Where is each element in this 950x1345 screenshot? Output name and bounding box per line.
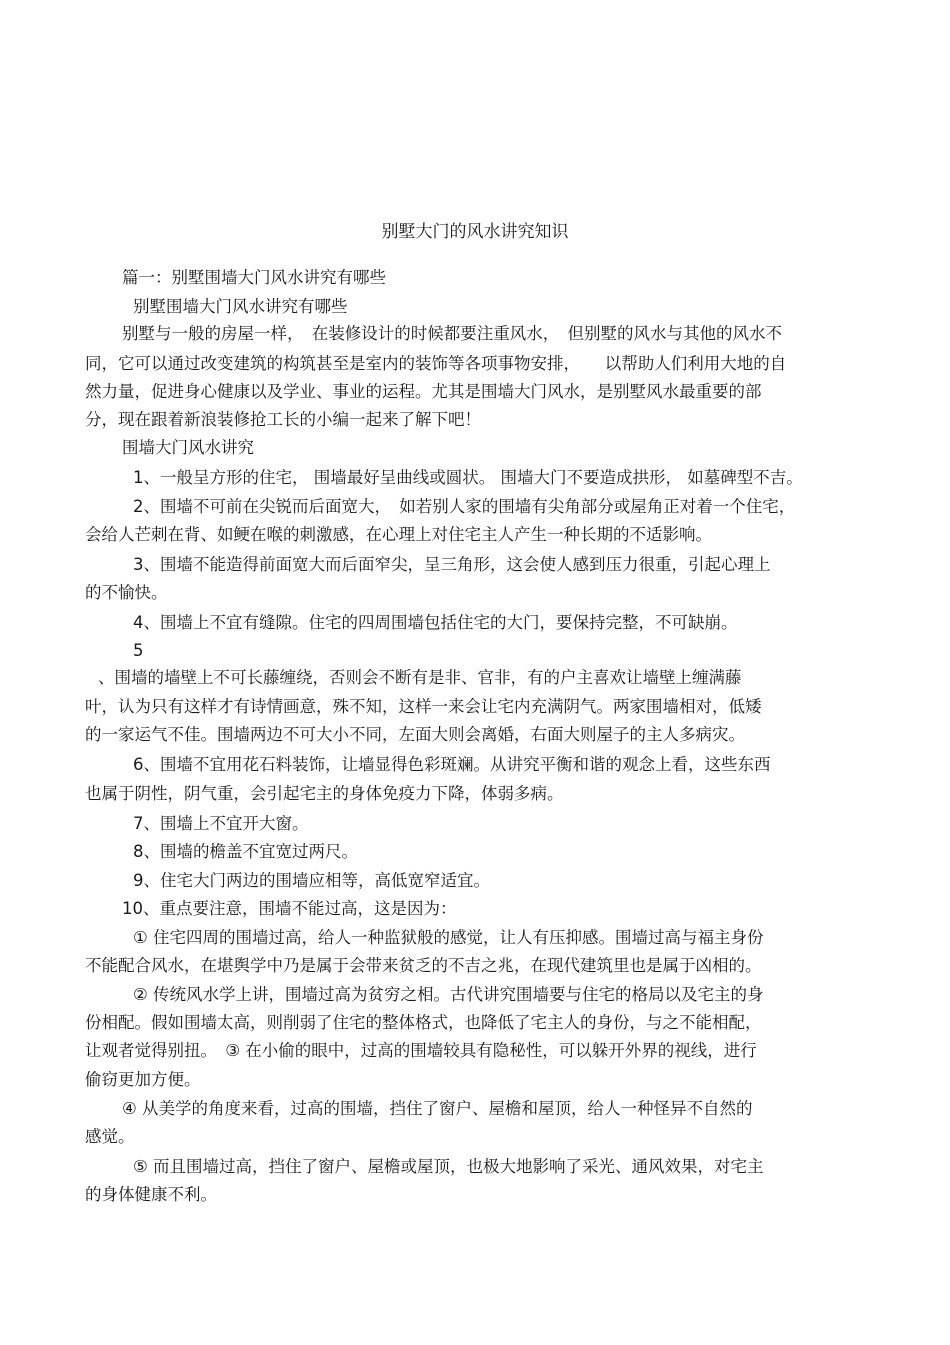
paragraph-line: 同，它可以通过改变建筑的构筑甚至是室内的装饰等各项事物安排， 以帮助人们利用大地的自 — [85, 354, 787, 373]
subheading: 围墙大门风水讲究 — [122, 438, 254, 457]
sub-item: ④ 从美学的角度来看，过高的围墙，挡住了窗户、屋檐和屋顶，给人一种怪异不自然的 — [122, 1099, 753, 1118]
paragraph-line: 然力量，促进身心健康以及学业、事业的运程。尤其是围墙大门风水，是别墅风水最重要的部 — [85, 382, 762, 401]
sub-item: ① 住宅四周的围墙过高，给人一种监狱般的感觉，让人有压抑感。围墙过高与福主身份 — [133, 928, 764, 947]
sub-item-continuation: 的身体健康不利。 — [85, 1185, 217, 1204]
list-item: 、围墙的墙壁上不可长藤缠绕，否则会不断有是非、官非，有的户主喜欢让墙壁上缠满藤 — [98, 668, 742, 687]
paragraph-line: 分，现在跟着新浪装修抢工长的小编一起来了解下吧！ — [85, 410, 481, 429]
list-item-number: 5 — [133, 641, 144, 660]
list-item: 4、围墙上不宜有缝隙。住宅的四周围墙包括住宅的大门，要保持完整，不可缺崩。 — [133, 613, 738, 632]
sub-item-continuation: 份相配。假如围墙太高，则削弱了住宅的整体格式，也降低了宅主人的身份，与之不能相配， — [85, 1013, 762, 1032]
list-item: 3、围墙不能造得前面宽大而后面窄尖，呈三角形，这会使人感到压力很重，引起心理上 — [133, 555, 771, 574]
sub-item: ⑤ 而且围墙过高，挡住了窗户、屋檐或屋顶，也极大地影响了采光、通风效果，对宅主 — [133, 1157, 764, 1176]
list-item: 10、重点要注意，围墙不能过高，这是因为： — [122, 899, 457, 918]
sub-item-continuation: 不能配合风水，在堪舆学中乃是属于会带来贫乏的不吉之兆，在现代建筑里也是属于凶相的。 — [85, 956, 762, 975]
sub-item-continuation: 偷窃更加方便。 — [85, 1070, 201, 1089]
list-item: 8、围墙的檐盖不宜宽过两尺。 — [133, 842, 358, 861]
list-item: 7、围墙上不宜开大窗。 — [133, 814, 309, 833]
list-item: 9、住宅大门两边的围墙应相等，高低宽窄适宜。 — [133, 871, 490, 890]
document-title: 别墅大门的风水讲究知识 — [381, 222, 569, 242]
list-item: 6、围墙不宜用花石料装饰，让墙显得色彩斑斓。从讲究平衡和谐的观念上看，这些东西 — [133, 755, 771, 774]
list-item-continuation: 的不愉快。 — [85, 583, 168, 602]
list-item-continuation: 的一家运气不佳。围墙两边不可大小不同，左面大则会离婚，右面大则屋子的主人多病灾。 — [85, 725, 745, 744]
list-item: 1、一般呈方形的住宅， 围墙最好呈曲线或圆状。 围墙大门不要造成拱形， 如墓碑型不吉。 — [133, 468, 803, 487]
list-item: 2、围墙不可前在尖锐而后面宽大， 如若别人家的围墙有尖角部分或屋角正对着一个住宅， — [133, 497, 796, 516]
list-item-continuation: 叶，认为只有这样才有诗情画意，殊不知，这样一来会让宅内充满阴气。两家围墙相对，低矮 — [85, 697, 762, 716]
subheading: 别墅围墙大门风水讲究有哪些 — [133, 297, 348, 316]
sub-item: ② 传统风水学上讲，围墙过高为贫穷之相。古代讲究围墙要与住宅的格局以及宅主的身 — [133, 985, 764, 1004]
list-item-continuation: 会给人芒刺在背、如鲠在喉的刺激感，在心理上对住宅主人产生一种长期的不适影响。 — [85, 525, 712, 544]
sub-item-continuation: 感觉。 — [85, 1127, 135, 1146]
sub-item-continuation: 让观者觉得别扭。 ③ 在小偷的眼中，过高的围墙较具有隐秘性，可以躲开外界的视线，进行 — [85, 1041, 757, 1060]
paragraph-line: 别墅与一般的房屋一样， 在装修设计的时候都要注重风水， 但别墅的风水与其他的风水不 — [122, 324, 782, 343]
section-heading: 篇一：别墅围墙大门风水讲究有哪些 — [122, 268, 386, 287]
list-item-continuation: 也属于阴性，阴气重，会引起宅主的身体免疫力下降，体弱多病。 — [85, 784, 564, 803]
